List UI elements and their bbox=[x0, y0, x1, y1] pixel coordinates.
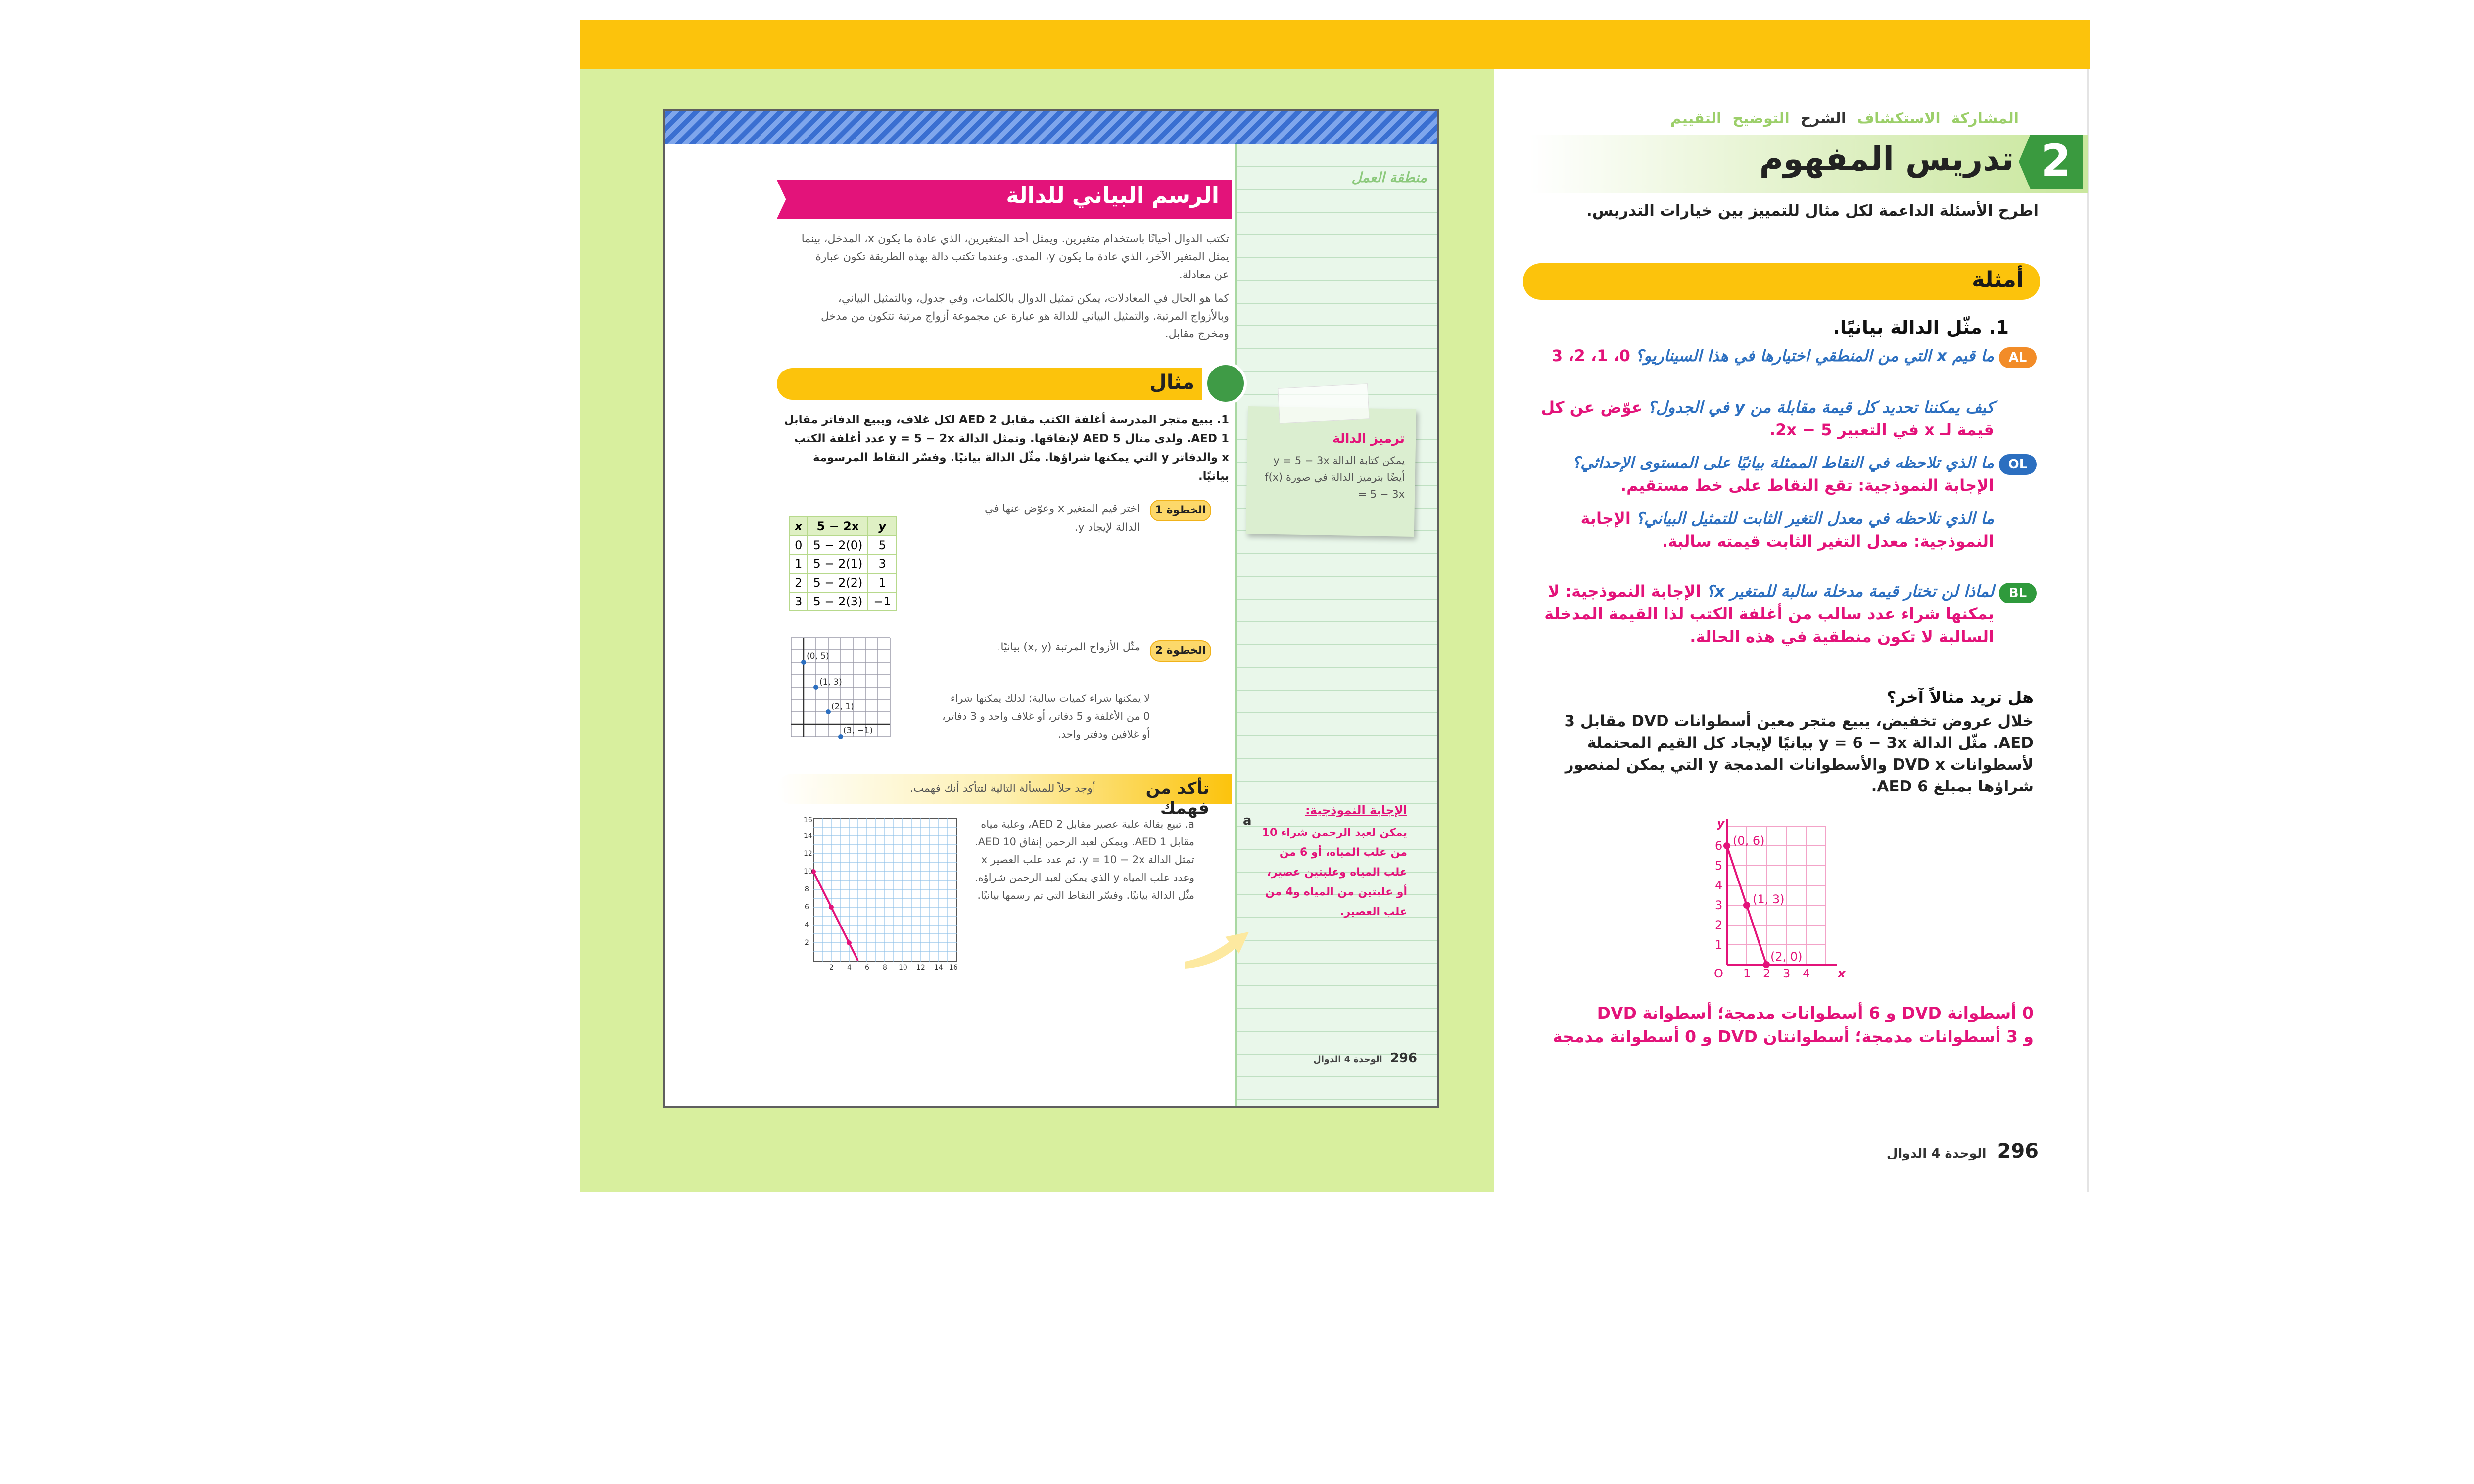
step2-label: الخطوة 2 bbox=[1150, 640, 1211, 662]
work-zone-title: منطقة العمل bbox=[1351, 169, 1427, 186]
check-tick-x12: 12 bbox=[916, 964, 925, 972]
teacher-graph-tick-y5: 5 bbox=[1715, 859, 1723, 873]
teacher-graph-label-2-0: (2, 0) bbox=[1770, 950, 1803, 964]
student-page-stripe bbox=[665, 111, 1437, 144]
more-example-text: خلال عروض تخفيض، يبيع متجر معين أسطوانات DVD مقابل 3 AED. مثّل الدالة y = 6 − 3x بيانيًا لإيجاد كل القيم المحتملة لأسطوانات DVD x والأسطوانات المدمجة y التي يمكن لمنصور شراؤها بمبلغ 6 AED. bbox=[1564, 712, 2034, 795]
example-graph-grid bbox=[791, 638, 890, 737]
example-point-0-5 bbox=[801, 660, 806, 665]
example-label-3-m1: (3, −1) bbox=[843, 726, 873, 736]
teacher-answer-line-2: و 3 أسطوانات مدمجة؛ أسطوانتان DVD و 0 أسطوانة مدمجة bbox=[1553, 1027, 2034, 1046]
table-cell: 1 bbox=[789, 555, 808, 573]
example-point-3-m1 bbox=[838, 734, 843, 739]
teacher-graph-label-0-6: (0, 6) bbox=[1733, 834, 1765, 848]
check-tick-x10: 10 bbox=[899, 964, 907, 972]
question-4 bbox=[1519, 507, 1994, 553]
nav-elaborate[interactable]: التوضيح bbox=[1732, 110, 1790, 127]
check-graph-frame bbox=[813, 818, 957, 962]
table-cell: 5 − 2(2) bbox=[808, 573, 868, 592]
check-tick-y4: 4 bbox=[805, 921, 809, 929]
values-table bbox=[789, 516, 897, 611]
table-cell: 0 bbox=[789, 536, 808, 555]
student-footer-unit: الوحدة 4 الدوال bbox=[1313, 1054, 1382, 1065]
table-row bbox=[789, 573, 897, 592]
globe-icon bbox=[1204, 362, 1247, 405]
table-row bbox=[789, 592, 897, 611]
table-cell: 3 bbox=[868, 555, 896, 573]
table-cell: 3 bbox=[789, 592, 808, 611]
check-tick-y8: 8 bbox=[805, 885, 809, 893]
teacher-graph-point-1-3 bbox=[1743, 902, 1750, 909]
teacher-graph-tick-y6: 6 bbox=[1715, 839, 1723, 853]
check-tick-y6: 6 bbox=[805, 903, 809, 911]
check-tick-x2: 2 bbox=[829, 964, 834, 972]
table-header-row bbox=[789, 517, 897, 536]
answer-letter: a bbox=[1243, 813, 1252, 828]
student-title: الرسم البياني للدالة bbox=[1006, 183, 1219, 208]
question-2 bbox=[1519, 396, 1994, 441]
example-label: مثال bbox=[1149, 371, 1194, 394]
question-3 bbox=[1519, 451, 1994, 497]
teacher-graph-tick-y1: 1 bbox=[1715, 938, 1723, 952]
check-tick-y16: 16 bbox=[804, 816, 812, 824]
check-tick-x6: 6 bbox=[865, 964, 869, 972]
note-text: يمكن كتابة الدالة y = 5 − 3x أيضًا بترميز الدالة في صورة f(x) = 5 − 3x bbox=[1265, 455, 1405, 500]
teacher-graph-tick-y2: 2 bbox=[1715, 918, 1723, 932]
check-tick-y2: 2 bbox=[805, 939, 809, 947]
question-1-text: ما قيم x التي من المنطقي اختيارها في هذا السيناريو؟ bbox=[1635, 346, 1994, 365]
check-graph bbox=[804, 813, 962, 972]
check-point-4-2 bbox=[847, 940, 852, 945]
check-label: تأكد من فهمك bbox=[1145, 779, 1209, 818]
table-row bbox=[789, 555, 897, 573]
nav-explain[interactable]: الشرح bbox=[1800, 110, 1847, 127]
arrow-icon bbox=[1180, 902, 1254, 972]
question-1 bbox=[1519, 344, 1994, 367]
teacher-graph-point-0-6 bbox=[1723, 842, 1730, 849]
question-3-answer: الإجابة النموذجية: تقع النقاط على خط مستقيم. bbox=[1620, 476, 1994, 495]
check-point-2-6 bbox=[829, 905, 834, 910]
question-5 bbox=[1519, 580, 1994, 648]
check-tick-y14: 14 bbox=[804, 832, 812, 840]
question-5-answer: الإجابة النموذجية: لا يمكنها شراء عدد سالب من أغلفة الكتب لذا القيمة المدخلة السالبة لا تكون منطقية في هذه الحالة. bbox=[1544, 582, 1994, 646]
teacher-graph-tick-x4: 4 bbox=[1803, 967, 1810, 979]
table-cell: 1 bbox=[868, 573, 896, 592]
step2-note: لا يمكنها شراء كميات سالبة؛ لذلك يمكنها شراء 0 من الأغلفة و 5 دفاتر، أو غلاف واحد و 3 دفاتر، أو غلافين ودفتر واحد. bbox=[942, 693, 1150, 740]
nav-engage[interactable]: المشاركة bbox=[1951, 110, 2019, 127]
note-title: ترميز الدالة bbox=[1332, 431, 1405, 446]
table-head-expr: 5 − 2x bbox=[808, 517, 868, 536]
teacher-graph-origin: O bbox=[1714, 967, 1723, 979]
example-label-1-3: (1, 3) bbox=[819, 677, 842, 687]
example-point-2-1 bbox=[826, 709, 831, 714]
teacher-graph-tick-x3: 3 bbox=[1783, 967, 1791, 979]
student-footer-page: 296 bbox=[1390, 1051, 1417, 1066]
teacher-footer-page: 296 bbox=[1997, 1140, 2039, 1162]
badge-bl: BL bbox=[1999, 583, 2037, 603]
check-tick-x16: 16 bbox=[949, 964, 958, 972]
intro-text: اطرح الأسئلة الداعمة لكل مثال للتمييز بين خيارات التدريس. bbox=[1586, 202, 2039, 220]
question-2-answer: عوّض عن كل قيمة لـ x في التعبير 2x − 5. bbox=[1541, 398, 1994, 439]
badge-al: AL bbox=[1999, 347, 2037, 368]
question-5-text: لماذا لن تختار قيمة مدخلة سالبة للمتغير x؟ bbox=[1706, 582, 1994, 601]
check-problem-a: a. تبيع بقالة علبة عصير مقابل 2 AED، وعلبة مياه مقابل 1 AED. ويمكن لعبد الرحمن إنفاق 10 AED. تمثل الدالة y = 10 − 2x، ثم عدد علب العصير x وعدد علب المياه y الذي يمكن لعبد الرحمن شراؤه. مثّل الدالة بيانيًا. وفسّر النقاط التي تم رسمها بيانيًا. bbox=[974, 818, 1194, 901]
example-label-0-5: (0, 5) bbox=[807, 651, 829, 661]
table-cell: 2 bbox=[789, 573, 808, 592]
teacher-graph-tick-y4: 4 bbox=[1715, 879, 1723, 892]
nav-evaluate[interactable]: التقييم bbox=[1670, 110, 1722, 127]
table-head-x: x bbox=[789, 517, 808, 536]
question-3-text: ما الذي تلاحظه في النقاط الممثلة بيانيًا على المستوى الإحداثي؟ bbox=[1572, 453, 1994, 472]
section-number: 2 bbox=[2041, 135, 2071, 186]
teacher-footer bbox=[1851, 1140, 2039, 1162]
nav-explore[interactable]: الاستكشاف bbox=[1857, 110, 1941, 127]
question-4-text: ما الذي تلاحظه في معدل التغير الثابت للتمثيل البياني؟ bbox=[1635, 509, 1994, 528]
step2-text: مثّل الأزواج المرتبة (x, y) بيانيًا. bbox=[997, 641, 1140, 653]
teacher-nav bbox=[1672, 110, 2019, 132]
need-more-heading: هل تريد مثالاً آخر؟ bbox=[1887, 688, 2034, 707]
section-title: تدريس المفهوم bbox=[1759, 140, 2014, 178]
page-right-edge bbox=[2087, 69, 2089, 1192]
student-page bbox=[663, 109, 1439, 1108]
question-1-answer: 0، 1، 2، 3 bbox=[1551, 346, 1630, 365]
table-cell: 5 − 2(0) bbox=[808, 536, 868, 555]
table-head-y: y bbox=[868, 517, 896, 536]
examples-header: أمثلة bbox=[1972, 267, 2024, 292]
check-tick-x8: 8 bbox=[883, 964, 887, 972]
badge-ol: OL bbox=[1999, 454, 2037, 475]
work-zone bbox=[1235, 144, 1439, 1108]
table-row bbox=[789, 536, 897, 555]
answer-text: يمكن لعبد الرحمن شراء 10 من علب المياه، أو 6 من علب المياه وعلبتين عصير، أو علبتين من المياه و4 من علب العصير. bbox=[1262, 827, 1407, 918]
example-graph bbox=[789, 635, 893, 739]
step1-label: الخطوة 1 bbox=[1150, 500, 1211, 521]
sticky-tape bbox=[1278, 383, 1370, 423]
example1-title: 1. مثّل الدالة بيانيًا. bbox=[1833, 317, 2009, 338]
top-color-bar bbox=[580, 20, 2090, 69]
example-text: 1. يبيع متجر المدرسة أغلفة الكتب مقابل 2 AED لكل غلاف، ويبيع الدفاتر مقابل 1 AED. ولدى منال 5 AED لإنفاقها. وتمثل الدالة y = 5 − 2x عدد أغلفة الكتب x والدفاتر y التي يمكنها شراؤها. مثّل الدالة بيانيًا. وفسّر النقاط المرسومة بيانيًا. bbox=[784, 414, 1229, 483]
teacher-graph-x-axis-label: x bbox=[1838, 967, 1846, 979]
teacher-graph-label-1-3: (1, 3) bbox=[1753, 892, 1785, 906]
teacher-graph-tick-x2: 2 bbox=[1763, 967, 1771, 979]
teacher-answer-graph bbox=[1707, 816, 1851, 979]
question-2-text: كيف يمكننا تحديد كل قيمة مقابلة من y في الجدول؟ bbox=[1647, 398, 1994, 417]
teacher-footer-unit: الوحدة 4 الدوال bbox=[1886, 1146, 1987, 1161]
check-text: أوجد حلاً للمسألة التالية لتتأكد أنك فهمت. bbox=[910, 783, 1095, 795]
table-cell: 5 − 2(3) bbox=[808, 592, 868, 611]
teacher-graph-tick-y3: 3 bbox=[1715, 898, 1723, 912]
question-4-answer: الإجابة النموذجية: معدل التغير الثابت قيمته سالبة. bbox=[1580, 509, 1994, 551]
teacher-answer-line-1: 0 أسطوانة DVD و 6 أسطوانات مدمجة؛ أسطوانة DVD bbox=[1597, 1003, 2034, 1022]
table-cell: −1 bbox=[868, 592, 896, 611]
check-tick-x4: 4 bbox=[847, 964, 852, 972]
intro-paragraph-1: تكتب الدوال أحيانًا باستخدام متغيرين. ويمثل أحد المتغيرين، الذي عادة ما يكون x، المدخل، بينما يمثل المتغير الآخر، الذي عادة ما يكون y، المدى. وعندما تكتب دالة بهذه الطريقة تكون عبارة عن معادلة. bbox=[801, 233, 1229, 281]
teacher-graph-y-axis-label: y bbox=[1717, 816, 1725, 830]
answer-title: الإجابة النموذجية: bbox=[1305, 803, 1407, 817]
check-tick-x14: 14 bbox=[934, 964, 943, 972]
teacher-graph-tick-x1: 1 bbox=[1743, 967, 1751, 979]
check-tick-y10: 10 bbox=[804, 868, 812, 876]
table-cell: 5 bbox=[868, 536, 896, 555]
intro-paragraph-2: كما هو الحال في المعادلات، يمكن تمثيل الدوال بالكلمات، وفي جدول، وبالتمثيل البياني، وبالأزواج المرتبة. والتمثيل البياني للدالة هو عبارة عن مجموعة أزواج مرتبة تتكون من مدخل ومخرج مقابل. bbox=[821, 292, 1229, 340]
step1-text: اختر قيم المتغير x وعوّض عنها في الدالة لإيجاد y. bbox=[984, 503, 1140, 534]
student-footer bbox=[1249, 1051, 1417, 1066]
example-label-2-1: (2, 1) bbox=[831, 702, 854, 712]
table-cell: 5 − 2(1) bbox=[808, 555, 868, 573]
check-tick-y12: 12 bbox=[804, 850, 812, 858]
example-point-1-3 bbox=[813, 685, 818, 690]
